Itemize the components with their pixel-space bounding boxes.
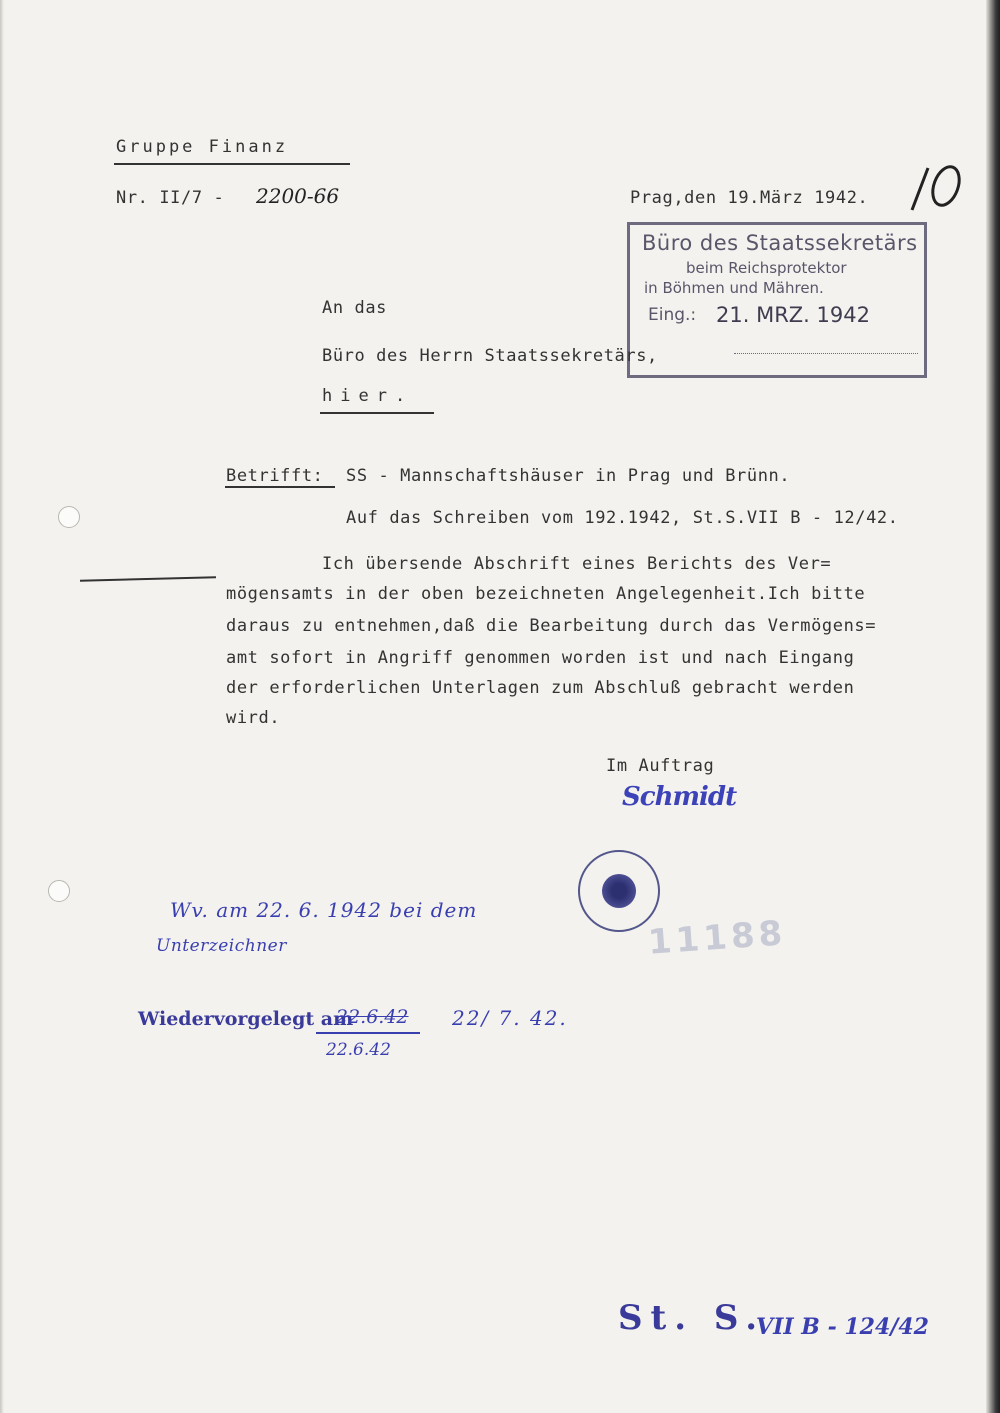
im-auftrag: Im Auftrag xyxy=(606,756,715,776)
body-line-5: der erforderlichen Unterlagen zum Abschluß gebracht werden xyxy=(226,678,855,698)
stamp-eing-date: 21. MRZ. 1942 xyxy=(716,303,870,327)
body-line-4: amt sofort in Angriff genommen worden ist und nach Eingang xyxy=(226,648,855,668)
wiedervorgelegt-new-date: 22/ 7. 42. xyxy=(452,1006,568,1030)
bottom-ref-handwritten: VII B - 124/42 xyxy=(756,1314,929,1340)
file-number-handwritten: 2200-66 xyxy=(256,184,340,208)
stamp-dotted-line xyxy=(734,353,918,354)
stamp-reichsprotektor: beim Reichsprotektor xyxy=(686,259,847,277)
handwritten-undersigned: Unterzeichner xyxy=(156,936,287,956)
wiedervorgelegt-underline xyxy=(316,1032,420,1034)
page-left-edge xyxy=(0,0,4,1413)
body-line-2: mögensamts in der oben bezeichneten Angelegenheit.Ich bitte xyxy=(226,584,866,604)
subject-text: SS - Mannschaftshäuser in Prag und Brünn. xyxy=(346,466,791,486)
page-right-edge xyxy=(986,0,1000,1413)
wiedervorgelegt-date-below: 22.6.42 xyxy=(326,1040,391,1060)
subject-label-underline xyxy=(225,486,335,488)
wiedervorgelegt-stamp: Wiedervorgelegt am xyxy=(138,1008,354,1030)
wiedervorgelegt-struck-date: 22.6.42 xyxy=(336,1006,409,1028)
recipient-line-2: Büro des Herrn Staatssekretärs, xyxy=(322,346,658,366)
stamp-office: Büro des Staatssekretärs xyxy=(642,231,918,255)
body-line-3: daraus zu entnehmen,daß die Bearbeitung durch das Vermögens= xyxy=(226,616,877,636)
recipient-line-3: hier. xyxy=(322,386,414,406)
receipt-stamp xyxy=(627,222,927,378)
subject-reference: Auf das Schreiben vom 192.1942, St.S.VII B - 12/42. xyxy=(346,508,899,528)
official-seal xyxy=(578,850,660,932)
body-line-6: wird. xyxy=(226,708,281,728)
body-line-1: Ich übersende Abschrift eines Berichts des Ver= xyxy=(322,554,832,574)
subject-label: Betrifft: xyxy=(226,466,324,486)
place-and-date: Prag,den 19.März 1942. xyxy=(630,188,869,208)
folio-number-handwritten xyxy=(898,160,970,228)
bottom-ref-stamp: St. S. xyxy=(618,1298,766,1338)
recipient-line-1: An das xyxy=(322,298,388,318)
file-number: Nr. II/7 - xyxy=(116,188,236,208)
group-underline xyxy=(114,163,350,165)
stamp-eing-label: Eing.: xyxy=(648,305,697,325)
signature: Schmidt xyxy=(622,782,737,812)
recipient-underline xyxy=(320,412,434,414)
punch-hole-bottom xyxy=(48,880,70,902)
margin-mark xyxy=(80,576,216,582)
group-heading: Gruppe Finanz xyxy=(116,137,289,157)
punch-hole-top xyxy=(58,506,80,528)
handwritten-resubmission-note: Wv. am 22. 6. 1942 bei dem xyxy=(170,898,478,922)
seal-center xyxy=(602,874,636,908)
stamp-bohmen-mahren: in Böhmen und Mähren. xyxy=(644,279,824,297)
faded-number-stamp: 11188 xyxy=(646,913,788,963)
